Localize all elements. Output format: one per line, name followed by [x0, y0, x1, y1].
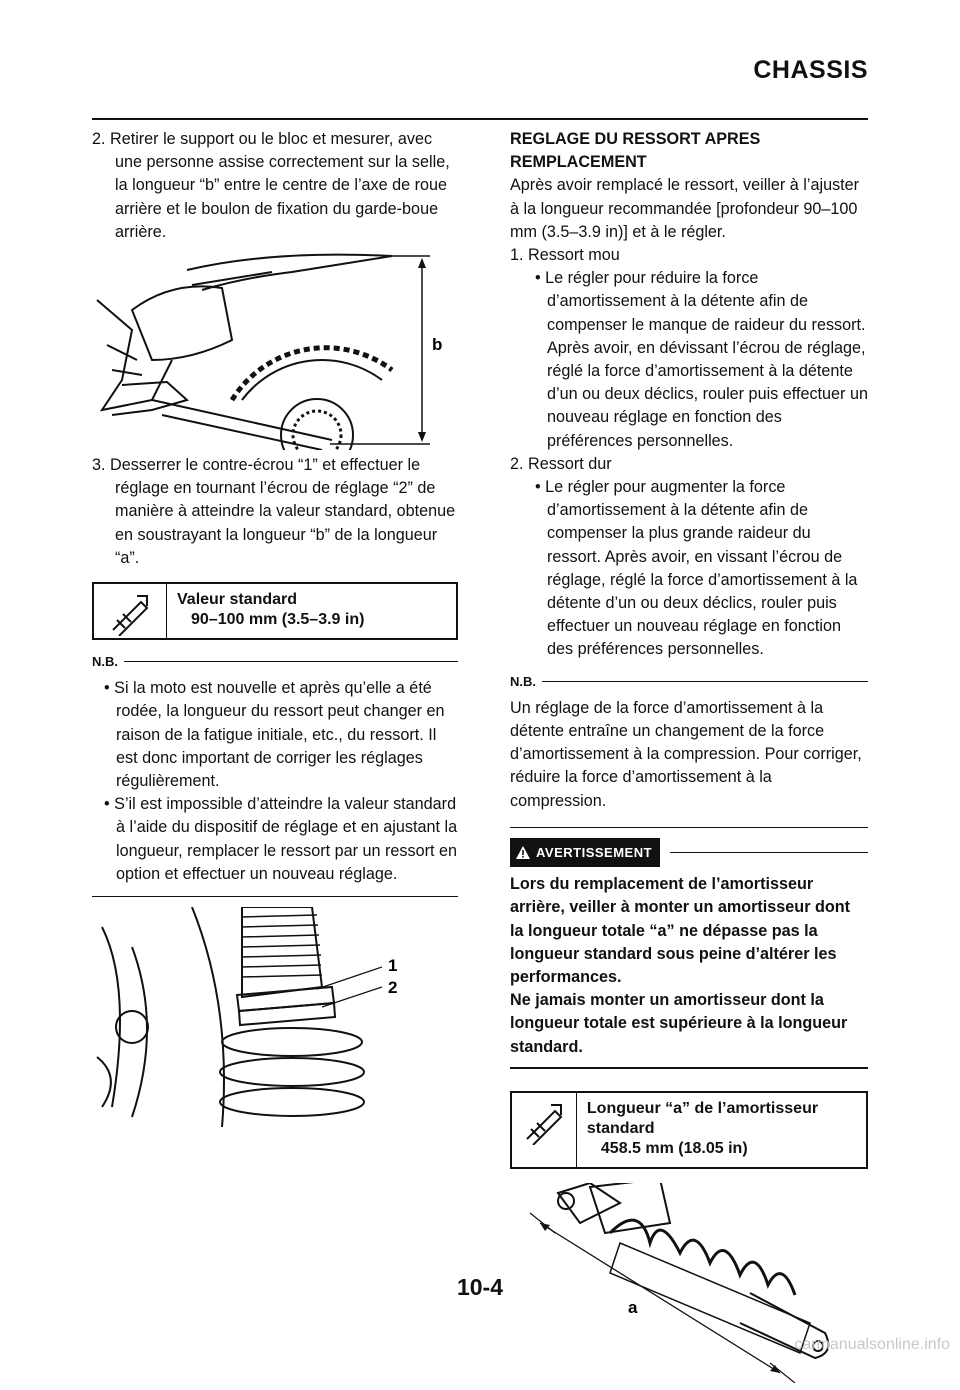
caliper-icon [512, 1093, 577, 1167]
figure-spring-adjuster [92, 907, 458, 1127]
intro-text: Après avoir remplacé le ressort, veiller à l’ajuster à la longueur recommandée [profondeur 90–100 mm (3.5–3.9 in)] et à le régler. [510, 176, 860, 241]
caliper-icon [94, 584, 167, 638]
item-1-bullet: • Le régler pour réduire la force d’amortissement à la détente afin de compenser le manque de raideur du ressort. Après avoir, en dévissant l’écrou de réglage, réglé la force d’amortissement à la détente d’un ou deux déclics, rouler puis effectuer un nouveau réglage en fonction des préférences personnelles. [535, 269, 868, 450]
dimension-label-b: b [432, 335, 443, 355]
item-2-heading: 2. Ressort dur [510, 454, 612, 473]
left-column [92, 128, 458, 1127]
step-2-text: 2. Retirer le support ou le bloc et mesurer, avec une personne assise correctement sur la selle, la longueur “b” entre le centre de l’axe de roue arrière et le boulon de fixation du garde-boue arrière. [92, 130, 450, 241]
watermark: carmanualsonline.info [794, 1336, 950, 1353]
spec-title: Valeur standard [177, 591, 298, 609]
warning-end-rule [510, 1067, 868, 1069]
dimension-label-a: a [628, 1297, 638, 1317]
warning-text-2: Ne jamais monter un amortisseur dont la longueur totale est supérieure à la longueur standard. [510, 991, 848, 1056]
spec-value: 90–100 mm (3.5–3.9 in) [191, 611, 365, 629]
nb-heading [92, 650, 458, 673]
spec-value-right: 458.5 mm (18.05 in) [600, 1139, 748, 1157]
nb-end-rule-right [510, 827, 868, 828]
item-2-bullet: • Le régler pour augmenter la force d’amortissement à la détente afin de compenser la plus grande raideur du ressort. Après avoir, en vissant l’écrou de réglage, réglé la force d’amortissement à la détente d’un ou deux déclics, rouler puis effectuer un nouveau réglage en fonction des préférences personnelles. [535, 478, 858, 659]
section-heading: REGLAGE DU RESSORT APRES REMPLACEMENT [510, 130, 761, 172]
spec-box-standard-value [92, 582, 458, 640]
warning-badge [510, 838, 660, 867]
rear-wheel-illustration [92, 250, 458, 450]
section-title: CHASSIS [753, 56, 868, 84]
spec-box-shock-length [510, 1091, 868, 1169]
nb-bullet-1: • Si la moto est nouvelle et après qu’elle a été rodée, la longueur du ressort peut changer en raison de la fatigue initiale, etc., du ressort. Il est donc important de corriger les réglages régulièrement. [104, 679, 445, 791]
header-rule [92, 118, 868, 120]
warning-text-1: Lors du remplacement de l’amortisseur arrière, veiller à monter un amortisseur dont la longueur totale “a” ne dépasse pas la longueur standard sous peine d’altérer les performances. [510, 875, 851, 986]
step-3-text: 3. Desserrer le contre-écrou “1” et effectuer le réglage en tournant l’écrou de réglage “2” de manière à atteindre la valeur standard, obtenue en soustrayant la longueur “b” de la longueur “a”. [92, 456, 456, 567]
nb-label-right: N.B. [510, 673, 536, 689]
part-label-1: 1 [388, 956, 398, 976]
right-column [510, 128, 868, 1383]
warning-triangle-icon [516, 846, 530, 859]
part-label-2: 2 [388, 978, 398, 998]
nb-heading-right [510, 670, 868, 693]
nb-label: N.B. [92, 654, 118, 670]
item-1-heading: 1. Ressort mou [510, 246, 620, 265]
nb-end-rule [92, 896, 458, 897]
warning-heading [510, 838, 868, 867]
spec-title-right: Longueur “a” de l’amortisseur standard [586, 1099, 819, 1137]
nb-text-right: Un réglage de la force d’amortissement à la détente entraîne un changement de la force d’amortissement à la compression. Pour corriger, réduire la force d’amortissement à la compression. [510, 698, 862, 810]
warning-label: AVERTISSEMENT [536, 844, 653, 860]
page-number: 10-4 [456, 1274, 504, 1300]
figure-rear-wheel-measurement [92, 250, 458, 450]
nb-bullet-2: • S’il est impossible d’atteindre la valeur standard à l’aide du dispositif de réglage et en ajustant la longueur, remplacer le ressort par un ressort en option et effectuer un nouveau réglage. [104, 795, 458, 883]
spring-adjuster-illustration [92, 907, 458, 1127]
